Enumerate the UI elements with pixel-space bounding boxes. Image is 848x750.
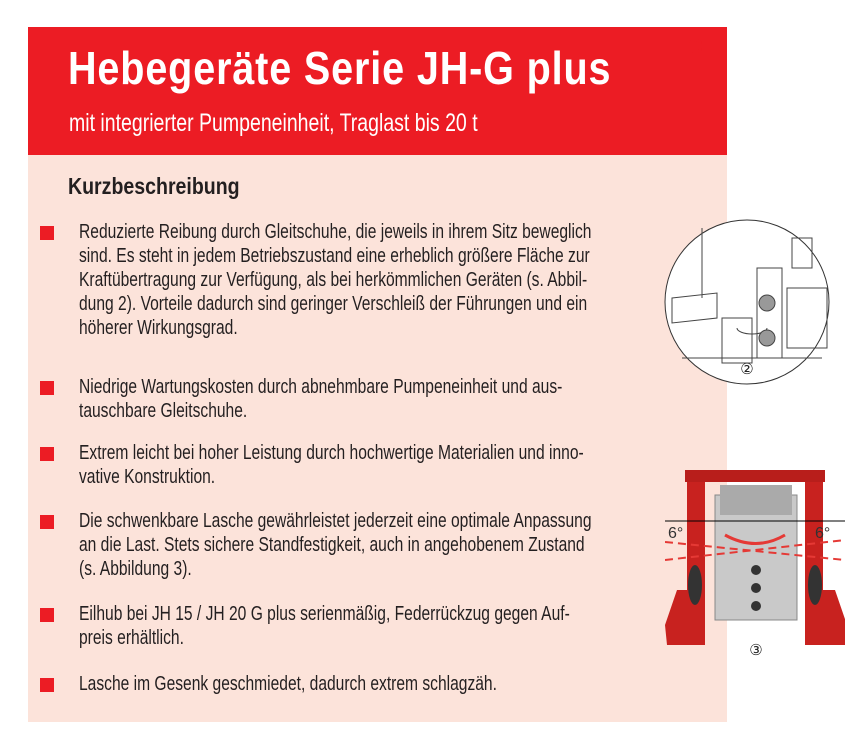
ce-mark-logo: CE xyxy=(688,36,712,58)
bullet-text-line: Extrem leicht bei hoher Leistung durch hochwertige Materialien und inno- xyxy=(79,442,584,464)
bullet-text-line: an die Last. Stets sichere Standfestigkeit, auch in angehobenem Zustand xyxy=(79,534,585,556)
bullet-text-line: dung 2). Vorteile dadurch sind geringer Verschleiß der Führungen und ein xyxy=(79,293,588,315)
bullet-text-line: vative Konstruktion. xyxy=(79,466,216,488)
angle-left-label: 6° xyxy=(668,525,684,542)
bullet-text-line: Reduzierte Reibung durch Gleitschuhe, die jeweils in ihrem Sitz beweglich xyxy=(79,221,592,243)
bullet-square-icon xyxy=(40,678,54,692)
bullet-text-line: Lasche im Gesenk geschmiedet, dadurch extrem schlagzäh. xyxy=(79,673,497,695)
bullet-text-line: höherer Wirkungsgrad. xyxy=(79,317,238,339)
bullet-text-line: preis erhältlich. xyxy=(79,627,184,649)
bullet-text-line: Die schwenkbare Lasche gewährleistet jederzeit eine optimale Anpassung xyxy=(79,510,592,532)
figure-2-detail-drawing xyxy=(662,218,832,386)
description-panel xyxy=(28,155,727,722)
bullet-square-icon xyxy=(40,608,54,622)
bullet-square-icon xyxy=(40,447,54,461)
angle-right-label: 6° xyxy=(815,525,831,542)
page-subtitle: mit integrierter Pumpeneinheit, Traglast bis 20 t xyxy=(69,109,478,137)
page-title: Hebegeräte Serie JH-G plus xyxy=(68,42,612,94)
figure-3-jack-photo xyxy=(665,460,845,660)
figure-3-label: ③ xyxy=(749,642,763,659)
bullet-square-icon xyxy=(40,381,54,395)
bullet-text-line: (s. Abbildung 3). xyxy=(79,558,192,580)
bullet-text-line: Niedrige Wartungskosten durch abnehmbare Pumpeneinheit und aus- xyxy=(79,376,563,398)
title-banner xyxy=(28,27,727,155)
figure-2-label: ② xyxy=(740,361,754,378)
bullet-text-line: tauschbare Gleitschuhe. xyxy=(79,400,248,422)
bullet-text-line: sind. Es steht in jedem Betriebszustand eine erheblich größere Fläche zur xyxy=(79,245,590,267)
bullet-square-icon xyxy=(40,226,54,240)
bullet-text-line: Kraftübertragung zur Verfügung, als bei herkömmlichen Geräten (s. Abbil- xyxy=(79,269,588,291)
bullet-square-icon xyxy=(40,515,54,529)
bullet-text-line: Eilhub bei JH 15 / JH 20 G plus serienmäßig, Federrückzug gegen Auf- xyxy=(79,603,570,625)
section-heading: Kurzbeschreibung xyxy=(68,173,240,199)
